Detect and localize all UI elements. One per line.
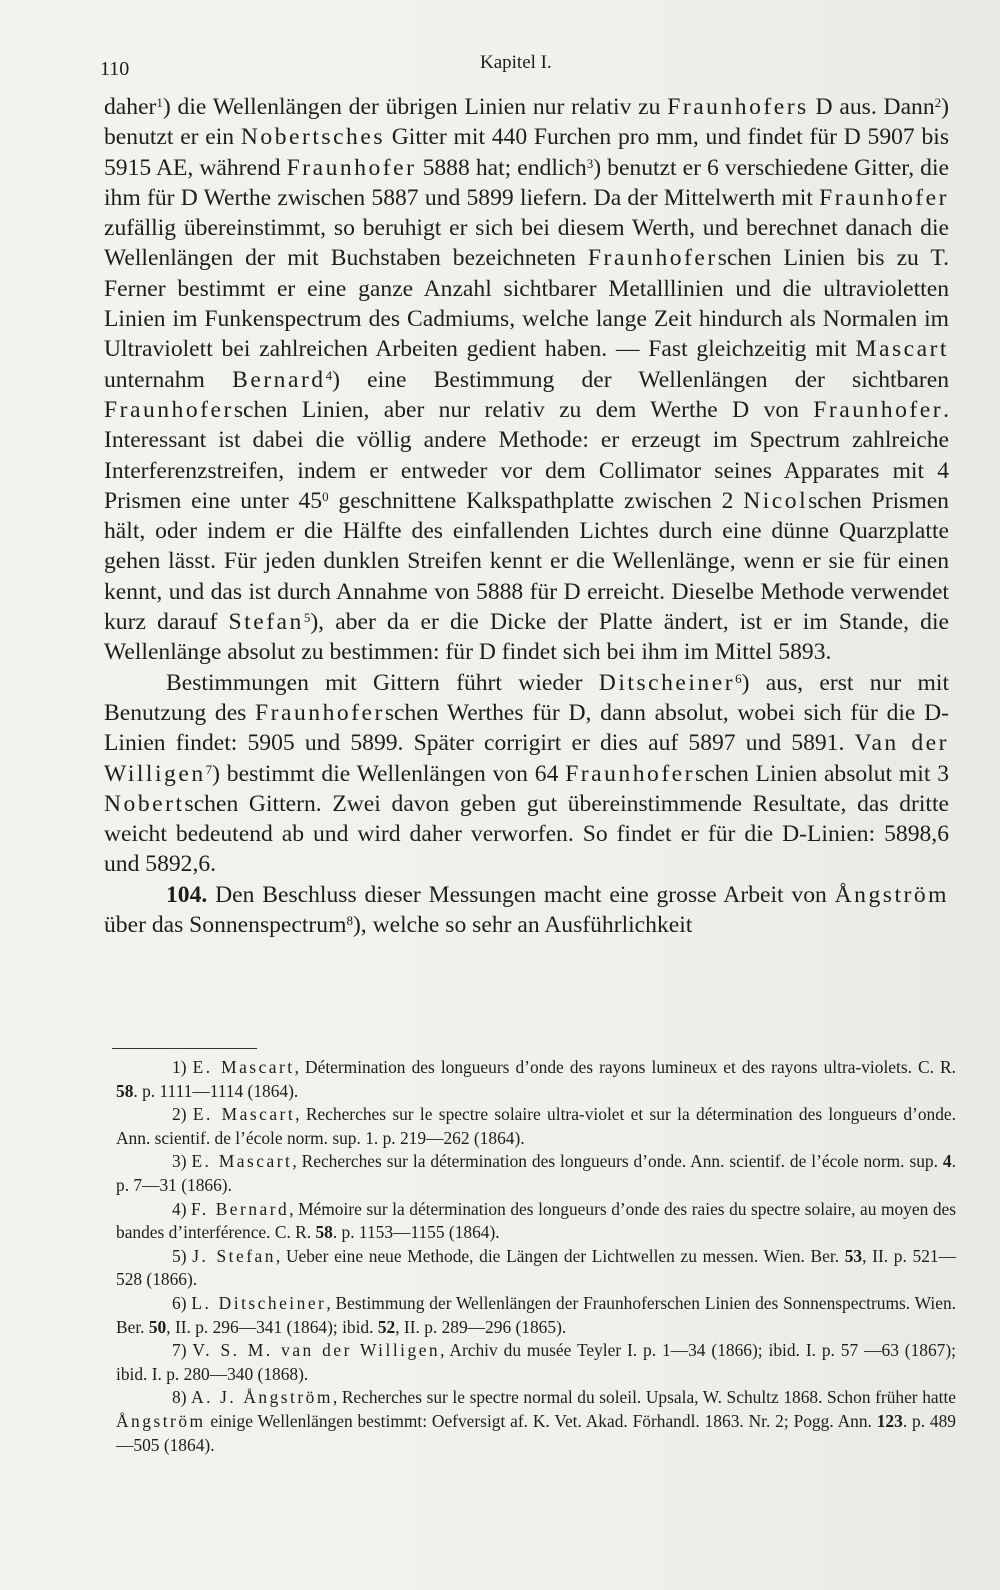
footnote-ref-6: 6 bbox=[735, 670, 742, 686]
footnote-ref-2: 2 bbox=[934, 95, 942, 110]
paragraph-2: Bestimmungen mit Gittern führt wieder Ditscheiner$^6$) aus, erst nur mit Benutzung des Fraunhoferschen Werthes für D, dann absolut, wobei sich für die D-Linien findet: 5905 und 5899. Später corrigirt er dies auf 5897 und 5891. Van der Willigen$^7$) bestimmt die Wellenlängen von 64 Fraunhoferschen Linien absolut mit 3 Nobertschen Gittern. Zwei davon geben gut übereinstimmende Resultate, das dritte weicht bedeutend ab und wird daher verworfen. So findet er für die D-Linien: 5898,6 und 5892,6. bbox=[104, 669, 950, 878]
footnote-ref-4: 4 bbox=[325, 367, 333, 383]
running-title: Kapitel I. bbox=[480, 52, 552, 73]
person-name: Ångström bbox=[834, 881, 949, 908]
footnote-ref-8: 8 bbox=[346, 913, 353, 929]
person-name: Fraunhofer bbox=[813, 396, 944, 423]
paragraph-3: 104. Den Beschluss dieser Messungen macht eine grosse Arbeit von Ångström über das Sonnenspectrum$^8$), welche so sehr an Ausführlichkeit bbox=[104, 881, 949, 939]
person-name: Nobert bbox=[104, 790, 185, 817]
person-name: Fraunhofer bbox=[565, 760, 696, 787]
person-name: Fraunhofer bbox=[255, 699, 385, 726]
footnote-7: 7) V. S. M. van der Willigen, Archiv du musée Teyler I. p. 1—34 (1866); ibid. I. p. 57 —63 (1867); ibid. I. p. 280—340 (1868). bbox=[116, 1340, 956, 1384]
footnote-1: 1) E. Mascart, Détermination des longueurs d’onde des rayons lumineux et des rayons ultra-violets. C. R. 58. p. 1111—1114 (1864). bbox=[116, 1057, 956, 1101]
person-name: Stefan bbox=[228, 609, 304, 636]
person-name: Fraunhofer bbox=[104, 396, 234, 423]
person-name: Fraunhofer bbox=[819, 184, 949, 211]
footnote-divider bbox=[112, 1048, 257, 1049]
footnotes bbox=[116, 1056, 956, 1457]
degree-sign: 0 bbox=[322, 488, 329, 504]
person-name: Nobertsches bbox=[240, 124, 385, 151]
main-text bbox=[104, 92, 949, 940]
footnote-ref-5: 5 bbox=[303, 610, 311, 626]
footnote-6: 6) L. Ditscheiner, Bestimmung der Wellenlängen der Fraunhoferschen Linien des Sonnenspectrums. Wien. Ber. 50, II. p. 296—341 (1864); ibid. 52, II. p. 289—296 (1865). bbox=[116, 1292, 956, 1337]
person-name: Bernard bbox=[232, 366, 326, 393]
footnote-5: 5) J. Stefan, Ueber eine neue Methode, die Längen der Lichtwellen zu messen. Wien. Ber. 53, II. p. 521—528 (1866). bbox=[116, 1245, 956, 1290]
person-name: Mascart bbox=[855, 336, 949, 363]
footnote-8: 8) A. J. Ångström, Recherches sur le spectre normal du soleil. Upsala, W. Schultz 1868. Schon früher hatte Ångström einige Wellenlängen bestimmt: Oefversigt af. K. Vet. Akad. Förhandl. 1863. Nr. 2; Pogg. Ann. 123. p. 489—505 (1864). bbox=[116, 1387, 956, 1455]
footnote-4: 4) F. Bernard, Mémoire sur la détermination des longueurs d’onde des raies du spectre solaire, au moyen des bandes d’interférence. C. R. 58. p. 1153—1155 (1864). bbox=[116, 1198, 957, 1243]
footnote-ref-1: 1 bbox=[156, 95, 163, 110]
person-name: Ditscheiner bbox=[598, 669, 736, 696]
person-name: Nicol bbox=[743, 487, 809, 514]
person-name: Van der Willigen bbox=[104, 730, 949, 787]
footnote-3: 3) E. Mascart, Recherches sur la détermination des longueurs d’onde. Ann. scientif. de l’école norm. sup. 4. p. 7—31 (1866). bbox=[116, 1151, 956, 1195]
page-header bbox=[100, 48, 945, 78]
section-number: 104. bbox=[166, 881, 208, 908]
paragraph-1: daher$^1$) die Wellenlängen der übrigen Linien nur relativ zu Fraunhofers D aus. Dann$^2$) benutzt er ein Nobertsches Gitter mit 440 Furchen pro mm, und findet für D 5907 bis 5915 AE, während Fraunhofer 5888 hat; endlich$^3$) benutzt er 6 verschiedene Gitter, die ihm für D Werthe zwischen 5887 und 5899 liefern. Da der Mittelwerth mit Fraunhofer zufällig übereinstimmt, so beruhigt er sich bei diesem Werth, und berechnet danach die Wellenlängen der mit Buchstaben bezeichneten Fraunhoferschen Linien bis zu T. Ferner bestimmt er eine ganze Anzahl sichtbarer Metalllinien und die ultravioletten Linien im Funkenspectrum des Cadmiums, welche lange Zeit hindurch als Normalen im Ultraviolett bei zahlreichen Arbeiten gedient haben. — Fast gleichzeitig mit Mascart unternahm Bernard$^4$) eine Bestimmung der Wellenlängen der sichtbaren Fraunhoferschen Linien, aber nur relativ zu dem Werthe D von Fraunhofer. Interessant ist dabei die völlig andere Methode: er erzeugt im Spectrum zahlreiche Interferenzstreifen, indem er entweder vor dem Collimator seines Apparates mit 4 Prismen eine unter $45^0$ geschnittene Kalkspathplatte zwischen 2 Nicolschen Prismen hält, oder indem er die Hälfte des einfallenden Lichtes durch eine dünne Quarzplatte gehen lässt. Für jeden dunklen Streifen kennt er die Wellenlänge, wenn er sie für einen kennt, und das ist durch Annahme von 5888 für D erreicht. Dieselbe Methode verwendet kurz darauf Stefan$^5$), aber da er die Dicke der Platte ändert, ist er im Stande, die Wellenlänge absolut zu bestimmen: für D findet sich bei ihm im Mittel 5893. bbox=[104, 94, 950, 666]
person-name: Fraunhofer bbox=[587, 245, 718, 272]
footnote-2: 2) E. Mascart, Recherches sur le spectre solaire ultra-violet et sur la détermination des longueurs d’onde. Ann. scientif. de l’école norm. sup. 1. p. 219—262 (1864). bbox=[116, 1104, 956, 1148]
person-name: Fraunhofers bbox=[667, 94, 809, 120]
footnote-ref-7: 7 bbox=[205, 761, 213, 777]
footnote-ref-3: 3 bbox=[586, 155, 594, 171]
page-number: 110 bbox=[100, 58, 130, 80]
person-name: Fraunhofer bbox=[286, 154, 417, 181]
